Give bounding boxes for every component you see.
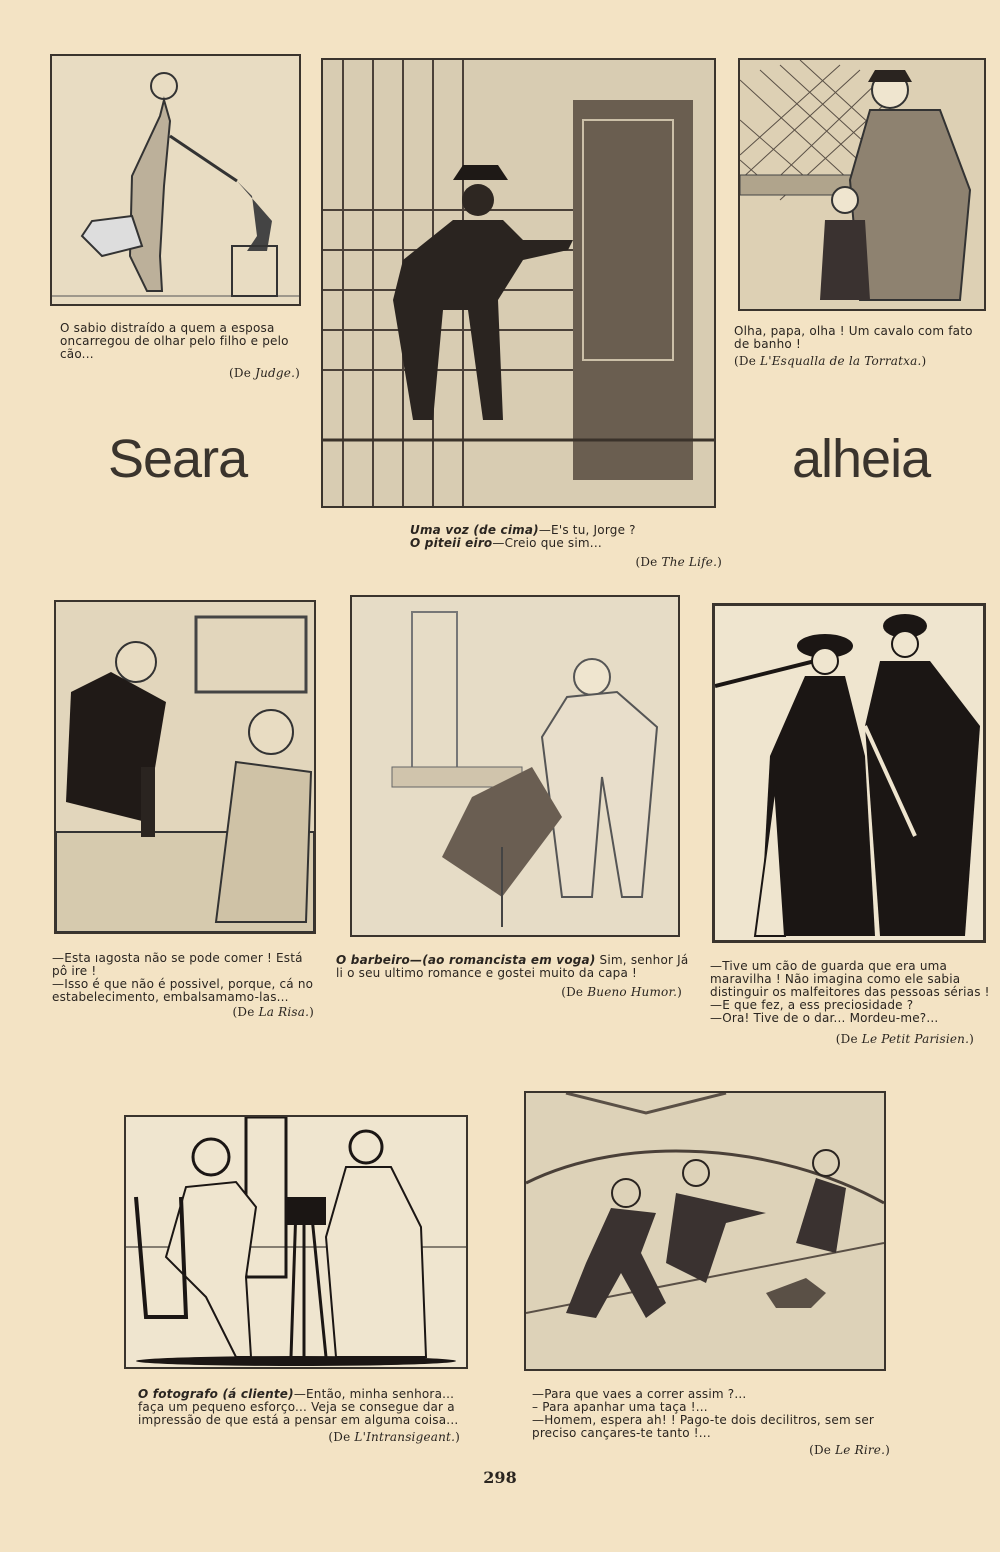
- caption-restaurant: [52, 952, 314, 1019]
- stairs-illustration: [323, 60, 714, 506]
- cartoon-barber-image: [350, 595, 680, 937]
- caption-line-1: Uma voz (de cima)—E's tu, Jorge ?: [410, 523, 636, 537]
- caption-line: O sabio distraído a quem a esposa oncarregou de olhar pelo filho e pelo cão...: [60, 321, 289, 361]
- caption-line: Olha, papa, olha ! Um cavalo com fato de banho !: [734, 324, 973, 351]
- page-number: 298: [483, 1468, 517, 1487]
- caption-line-2: —E que fez, a ess preciosidade ?: [710, 998, 914, 1012]
- cartoon-stairs-image: [321, 58, 716, 508]
- couple-illustration: [715, 606, 983, 940]
- heading-left: Seara: [108, 429, 248, 489]
- runners-illustration: [526, 1093, 884, 1369]
- cartoon-zebra-image: [738, 58, 986, 311]
- cartoon-restaurant-image: [54, 600, 316, 934]
- caption-line: O fotografo (á cliente)—Então, minha senhora... faça um pequeno esforço... Veja se consegue dar a impressão de que está a pensar em alguma coisa...: [138, 1387, 459, 1427]
- cartoon-photographer-image: [124, 1115, 468, 1369]
- caption-line-2: – Para apanhar uma taça !...: [532, 1400, 708, 1414]
- zebra-illustration: [740, 60, 984, 309]
- caption-barber: [336, 954, 696, 999]
- caption-source: (De Le Petit Parisien.): [835, 1032, 974, 1046]
- heading-right: alheia: [792, 429, 931, 489]
- cartoon-runners-image: [524, 1091, 886, 1371]
- caption-stairs: [410, 524, 722, 569]
- caption-zebra: [734, 325, 986, 368]
- caption-source: (De L'Esqualla de la Torratxa.): [734, 354, 927, 368]
- caption-line-2: —Isso é que não é possivel, porque, cá no estabelecimento, embalsamamo-las...: [52, 977, 314, 1004]
- cartoon-professor-image: [50, 54, 301, 306]
- caption-source: (De Le Rire.): [809, 1443, 890, 1457]
- caption-line-3: —Homem, espera ah! ! Pago-te dois decilitros, sem ser preciso cançares-te tanto !...: [532, 1413, 875, 1440]
- caption-source: (De L'Intransigeant.): [328, 1430, 460, 1444]
- caption-line-3: —Ora! Tive de o dar... Mordeu-me?...: [710, 1011, 939, 1025]
- caption-source: (De Bueno Humor.): [561, 985, 682, 999]
- caption-couple: [710, 960, 990, 1046]
- professor-illustration: [52, 56, 299, 304]
- caption-line-1: —Para que vaes a correr assim ?...: [532, 1387, 747, 1401]
- caption-line-2: O piteii eiro—Creio que sim...: [410, 536, 602, 550]
- restaurant-illustration: [56, 602, 314, 932]
- caption-source: (De Judge.): [229, 366, 300, 380]
- caption-runners: [532, 1388, 902, 1457]
- cartoon-couple-image: [712, 603, 986, 943]
- caption-photographer: [138, 1388, 470, 1444]
- caption-source: (De La Risa.): [232, 1005, 314, 1019]
- caption-line: O barbeiro—(ao romancista em voga) Sim, senhor Já li o seu ultimo romance e gostei muito da capa !: [336, 953, 689, 980]
- caption-source: (De The Life.): [635, 555, 722, 569]
- caption-line-1: —Tive um cão de guarda que era uma maravilha ! Não imagina como ele sabia distinguir os malfeitores das pessoas sérias !: [710, 959, 990, 999]
- caption-professor: [60, 322, 300, 380]
- caption-line-1: —Esta ıagosta não se pode comer ! Está pô ire !: [52, 951, 303, 978]
- barber-illustration: [352, 597, 678, 935]
- photographer-illustration: [126, 1117, 466, 1367]
